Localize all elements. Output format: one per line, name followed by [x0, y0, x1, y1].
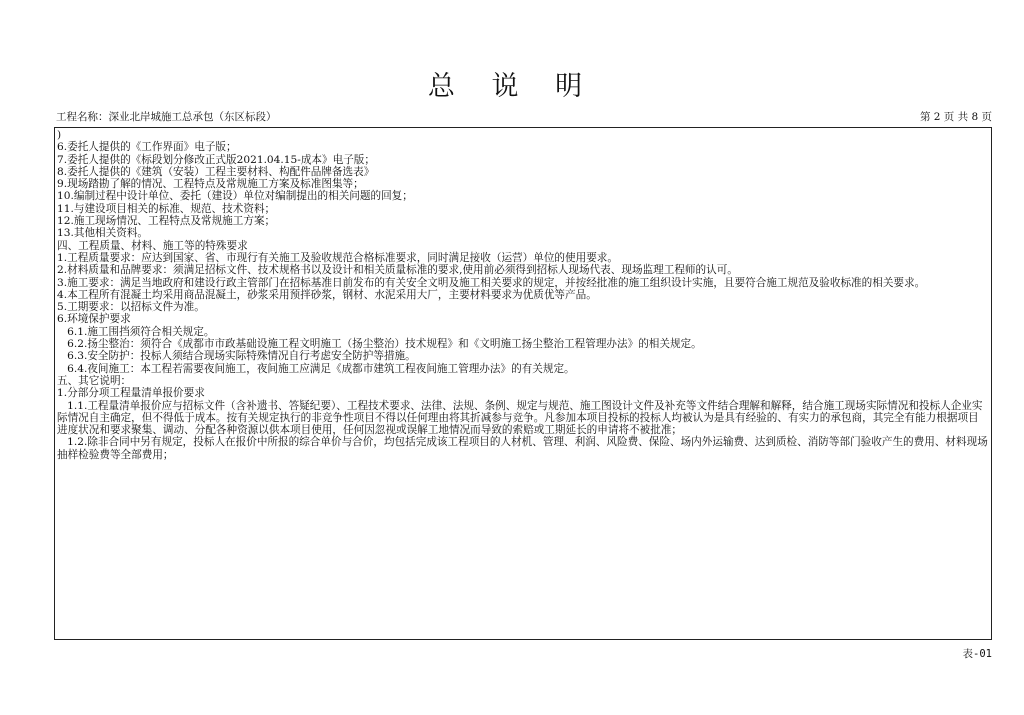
text-line: 8.委托人提供的《建筑（安装）工程主要材料、构配件品牌备选表》: [57, 165, 375, 178]
text-paragraph: 3.施工要求：满足当地政府和建设行政主管部门在招标基准日前发布的有关安全文明及施工相关要求的规定，并按经批准的施工组织设计实施，且要符合施工规范及验收标准的相关要求。: [57, 276, 926, 289]
text-line: 1.工程质量要求：应达到国家、省、市现行有关施工及验收规范合格标准要求，同时满足接收（运营）单位的使用要求。: [57, 251, 618, 264]
text-line: 1.分部分项工程量清单报价要求: [57, 387, 205, 400]
section-heading: 四、工程质量、材料、施工等的特殊要求: [57, 239, 248, 252]
text-line: 4.本工程所有混凝土均采用商品混凝土，砂浆采用预拌砂浆，钢材、水泥采用大厂，主要材料要求为优质优等产品。: [57, 288, 597, 301]
text-paragraph: 1.2.除非合同中另有规定，投标人在报价中所报的综合单价与合价，均包括完成该工程项目的人材机、管理、利润、风险费、保险、场内外运输费、达到质检、消防等部门验收产生的费用、材料现场抽样检验费等全部费用；: [57, 436, 988, 461]
text-line: 13.其他相关资料。: [57, 227, 149, 240]
section-heading: 五、其它说明：: [57, 374, 132, 387]
text-line: 2.材料质量和品牌要求：须满足招标文件、技术规格书以及设计和相关质量标准的要求,使用前必须得到招标人现场代表、现场监理工程师的认可。: [57, 264, 738, 277]
text-line: 7.委托人提供的《标段划分修改正式版2021.04.15-成本》电子版；: [57, 153, 375, 166]
text-line: ): [57, 129, 62, 141]
content-frame: [54, 127, 992, 640]
text-line: 11.与建设项目相关的标准、规范、技术资料；: [57, 202, 276, 215]
text-line: 6.4.夜间施工：本工程若需要夜间施工，夜间施工应满足《成都市建筑工程夜间施工管理办法》的有关规定。: [57, 362, 575, 375]
text-line: 5.工期要求：以招标文件为准。: [57, 301, 205, 314]
text-line: 12.施工现场情况、工程特点及常规施工方案；: [57, 215, 276, 228]
text-line: 6.1.施工围挡须符合相关规定。: [57, 325, 215, 338]
table-code: 表-01: [962, 648, 992, 660]
text-line: 6.2.扬尘整治：须符合《成都市市政基础设施工程文明施工（扬尘整治）技术规程》和《文明施工扬尘整治工程管理办法》的相关规定。: [57, 338, 702, 351]
text-line: 6.环境保护要求: [57, 313, 131, 326]
page-number: 第 2 页 共 8 页: [919, 111, 992, 123]
text-line: 9.现场踏勘了解的情况、工程特点及常规施工方案及标准图集等；: [57, 178, 364, 191]
text-paragraph: 1.1.工程量清单报价应与招标文件（含补遗书、答疑纪要）、工程技术要求、法律、法规、条例、规定与规范、施工图设计文件及补充等文件结合理解和解释，结合施工现场实际情况和投标人企业实际情况自主确定，但不得低于成本。按有关规定执行的非竞争性项目不得以任何理由将其折减参与竞争。凡参加本项目投标的投标人均被认为是具有经验的、有实力的承包商，其完全有能力根据项目进度状况和要求聚集、调动、分配各种资源以供本项目使用，任何因忽视或误解工地情况而导致的索赔或工期延长的申请将不被批准；: [57, 399, 983, 437]
page-title: 总 说 明: [427, 71, 597, 102]
text-line: 10.编制过程中设计单位、委托（建设）单位对编制提出的相关问题的回复；: [57, 190, 413, 203]
document-body: [57, 129, 988, 461]
project-name: 工程名称：深业北岸城施工总承包（东区标段）: [56, 111, 277, 123]
text-line: 6.委托人提供的《工作界面》电子版；: [57, 141, 237, 154]
text-line: 6.3.安全防护：投标人须结合现场实际特殊情况自行考虑安全防护等措施。: [57, 350, 416, 363]
